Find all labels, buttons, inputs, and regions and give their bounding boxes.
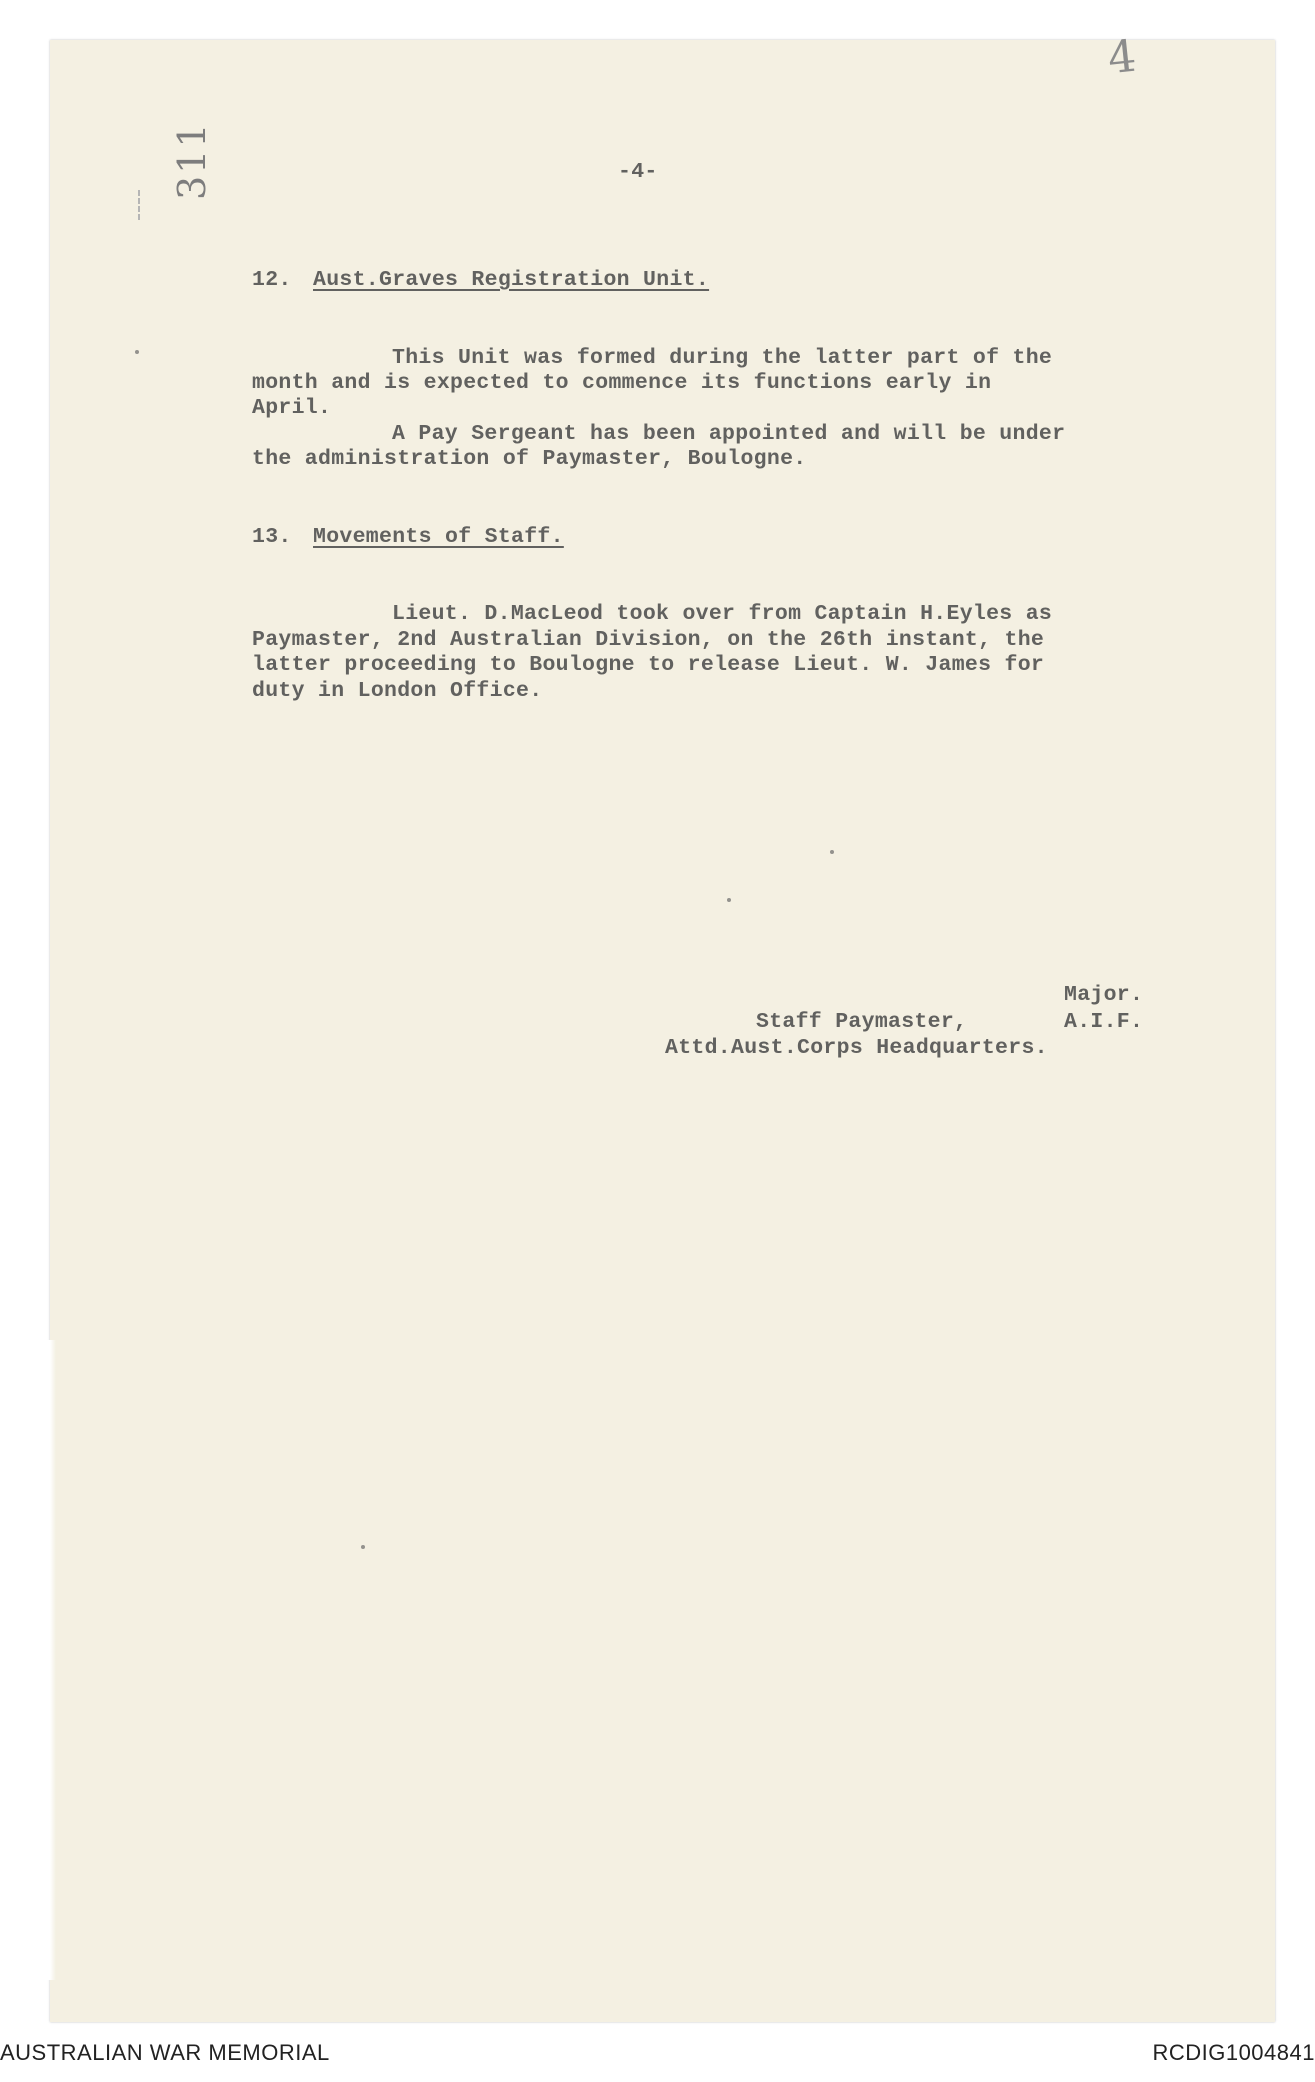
signature-rank: Major. (1064, 983, 1144, 1007)
handwritten-page-number: 4 (1105, 30, 1139, 85)
section-13-line-1: Lieut. D.MacLeod took over from Captain H.Eyles as (392, 602, 1053, 626)
paper-speck (830, 850, 834, 854)
section-13-line-2: Paymaster, 2nd Australian Division, on the 26th instant, the (252, 628, 1045, 652)
section-13-number: 13. (252, 525, 292, 549)
paper-speck (727, 898, 731, 902)
paper-speck (135, 350, 139, 354)
section-13-title: Movements of Staff. (313, 525, 564, 549)
section-12-line-3: April. (252, 396, 332, 420)
signature-force: A.I.F. (1064, 1010, 1144, 1034)
page-number: -4- (618, 160, 658, 184)
margin-dash-mark (138, 190, 150, 220)
section-12-line-1: This Unit was formed during the latter part of the (392, 346, 1053, 370)
section-13-line-4: duty in London Office. (252, 679, 543, 703)
signature-attachment: Attd.Aust.Corps Headquarters. (665, 1036, 1048, 1060)
section-13-line-3: latter proceeding to Boulogne to release Lieut. W. James for (252, 653, 1045, 677)
archive-stamp-number (160, 110, 220, 230)
section-12-line-5: the administration of Paymaster, Boulogne. (252, 447, 807, 471)
archive-stamp-text: 311 (170, 121, 214, 200)
paper-speck (361, 1545, 365, 1549)
section-12-line-4: A Pay Sergeant has been appointed and will be under (392, 422, 1066, 446)
footer-record-id: RCDIG1004841 (1152, 2040, 1315, 2065)
section-12-line-2: month and is expected to commence its functions early in (252, 371, 992, 395)
section-12-number: 12. (252, 268, 292, 292)
section-12-title: Aust.Graves Registration Unit. (313, 268, 710, 292)
signature-title: Staff Paymaster, (756, 1010, 968, 1034)
footer-institution: AUSTRALIAN WAR MEMORIAL (0, 2040, 330, 2065)
